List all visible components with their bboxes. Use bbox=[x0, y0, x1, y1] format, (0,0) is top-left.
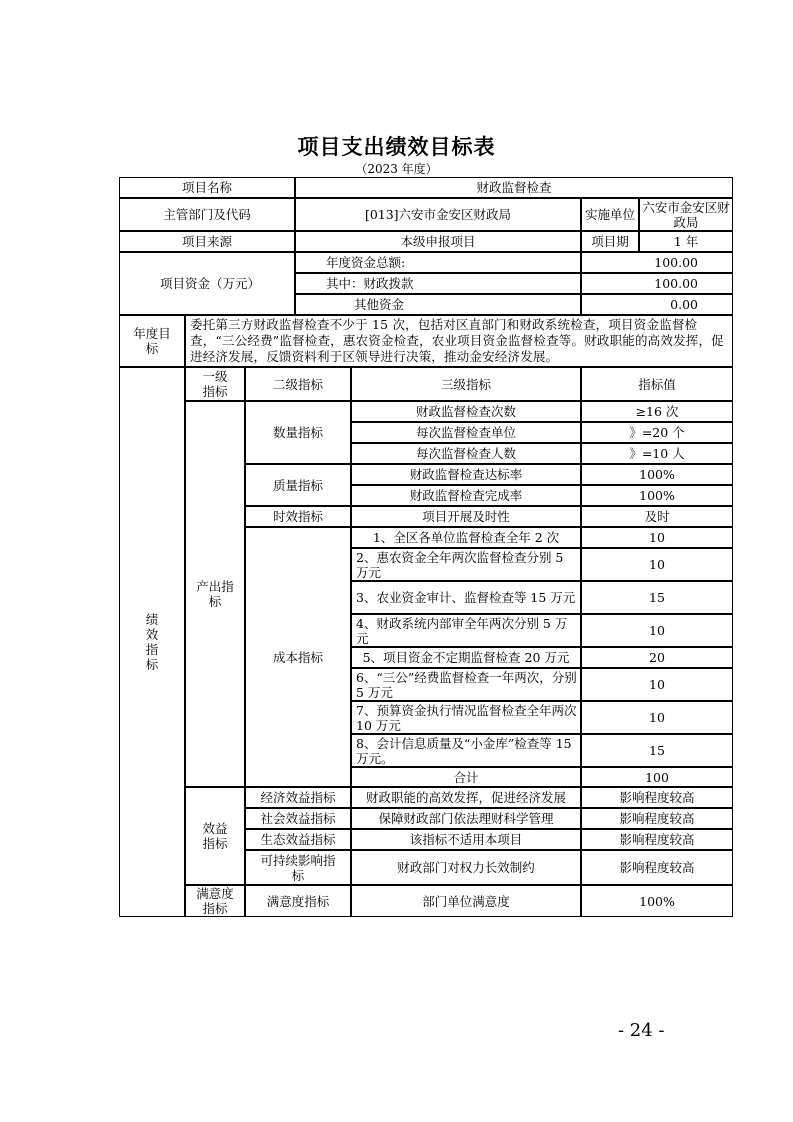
table-row-value: 10 bbox=[581, 701, 733, 734]
table-row-value: 10 bbox=[581, 548, 733, 581]
table-row-value: 20 bbox=[581, 647, 733, 668]
header-level1: 一级指标 bbox=[185, 367, 245, 401]
table-row: 每次监督检查单位 bbox=[351, 422, 581, 443]
page-number: - 24 - bbox=[618, 1020, 665, 1041]
table-row-value: 10 bbox=[581, 614, 733, 647]
table-row-value: 影响程度较高 bbox=[581, 808, 733, 829]
table-row: 2、惠农资金全年两次监督检查分别 5 万元 bbox=[351, 548, 581, 581]
source-label: 项目来源 bbox=[119, 231, 295, 252]
table-row: 部门单位满意度 bbox=[351, 885, 581, 917]
header-value: 指标值 bbox=[581, 367, 733, 401]
page-title: 项目支出绩效目标表 bbox=[297, 134, 496, 159]
table-row: 6、“三公”经费监督检查一年两次，分别 5 万元 bbox=[351, 668, 581, 701]
ecological-benefit-label: 生态效益指标 bbox=[245, 829, 351, 850]
output-indicator-label: 产出指标 bbox=[185, 401, 245, 787]
table-row-value: 100% bbox=[581, 885, 733, 917]
header-level3: 三级指标 bbox=[351, 367, 581, 401]
table-row-value: 影响程度较高 bbox=[581, 787, 733, 808]
table-row-value: 》=20 个 bbox=[581, 422, 733, 443]
table-row: 保障财政部门依法理财科学管理 bbox=[351, 808, 581, 829]
table-row: 3、农业资金审计、监督检查等 15 万元 bbox=[351, 581, 581, 614]
table-row: 财政部门对权力长效制约 bbox=[351, 850, 581, 885]
impl-label: 实施单位 bbox=[581, 198, 639, 231]
dept-label: 主管部门及代码 bbox=[119, 198, 295, 231]
header-level2: 二级指标 bbox=[245, 367, 351, 401]
total-value: 100 bbox=[581, 767, 733, 787]
table-row: 财政监督检查次数 bbox=[351, 401, 581, 422]
table-row-value: 10 bbox=[581, 668, 733, 701]
table-row: 1、全区各单位监督检查全年 2 次 bbox=[351, 527, 581, 548]
performance-table bbox=[119, 177, 733, 917]
table-row: 财政监督检查完成率 bbox=[351, 485, 581, 506]
social-benefit-label: 社会效益指标 bbox=[245, 808, 351, 829]
benefit-indicator-label: 效益指标 bbox=[185, 787, 245, 885]
table-row-value: 100% bbox=[581, 485, 733, 506]
total-label: 合计 bbox=[351, 767, 581, 787]
table-row-value: 15 bbox=[581, 581, 733, 614]
sustainable-impact-label: 可持续影响指标 bbox=[245, 850, 351, 885]
economic-benefit-label: 经济效益指标 bbox=[245, 787, 351, 808]
impl-value: 六安市金安区财政局 bbox=[639, 198, 733, 231]
dept-value: [013]六安市金安区财政局 bbox=[295, 198, 581, 231]
time-label: 时效指标 bbox=[245, 506, 351, 527]
table-row: 项目开展及时性 bbox=[351, 506, 581, 527]
fund-fiscal-label: 其中：财政拨款 bbox=[295, 273, 581, 294]
table-row-value: ≥16 次 bbox=[581, 401, 733, 422]
fund-other-label: 其他资金 bbox=[295, 294, 581, 315]
project-name-label: 项目名称 bbox=[119, 177, 295, 198]
table-row-value: 影响程度较高 bbox=[581, 850, 733, 885]
quantity-label: 数量指标 bbox=[245, 401, 351, 464]
cost-label: 成本指标 bbox=[245, 527, 351, 787]
table-row-value: 》=10 人 bbox=[581, 443, 733, 464]
fund-label: 项目资金（万元） bbox=[119, 252, 295, 315]
table-row: 4、财政系统内部审全年两次分别 5 万元 bbox=[351, 614, 581, 647]
goal-label: 年度目标 bbox=[119, 315, 185, 367]
satisfaction-level2-label: 满意度指标 bbox=[245, 885, 351, 917]
table-row: 财政监督检查达标率 bbox=[351, 464, 581, 485]
fund-fiscal: 100.00 bbox=[581, 273, 733, 294]
table-row-value: 100% bbox=[581, 464, 733, 485]
table-row: 8、会计信息质量及“小金库”检查等 15 万元。 bbox=[351, 734, 581, 767]
fund-other: 0.00 bbox=[581, 294, 733, 315]
table-row-value: 15 bbox=[581, 734, 733, 767]
source-value: 本级申报项目 bbox=[295, 231, 581, 252]
project-name: 财政监督检查 bbox=[295, 177, 733, 198]
table-row: 7、预算资金执行情况监督检查全年两次 10 万元 bbox=[351, 701, 581, 734]
table-row-value: 及时 bbox=[581, 506, 733, 527]
table-row: 每次监督检查人数 bbox=[351, 443, 581, 464]
period-value: 1 年 bbox=[639, 231, 733, 252]
table-row: 该指标不适用本项目 bbox=[351, 829, 581, 850]
table-row-value: 影响程度较高 bbox=[581, 829, 733, 850]
quality-label: 质量指标 bbox=[245, 464, 351, 506]
table-row: 财政职能的高效发挥，促进经济发展 bbox=[351, 787, 581, 808]
fund-total: 100.00 bbox=[581, 252, 733, 273]
goal-text: 委托第三方财政监督检查不少于 15 次，包括对区直部门和财政系统检查，项目资金监督检查，“三公经费”监督检查，惠农资金检查，农业项目资金监督检查等。财政职能的高效发挥，促进经济发展，反馈资料利于区领导进行决策，推动金安经济发展。 bbox=[185, 315, 733, 367]
table-row-value: 10 bbox=[581, 527, 733, 548]
page-subtitle: （2023 年度） bbox=[355, 162, 438, 176]
period-label: 项目期 bbox=[581, 231, 639, 252]
satisfaction-level1-label: 满意度指标 bbox=[185, 885, 245, 917]
fund-total-label: 年度资金总额: bbox=[295, 252, 581, 273]
table-row: 5、项目资金不定期监督检查 20 万元 bbox=[351, 647, 581, 668]
indicator-section-label: 绩效指标 bbox=[119, 367, 185, 917]
